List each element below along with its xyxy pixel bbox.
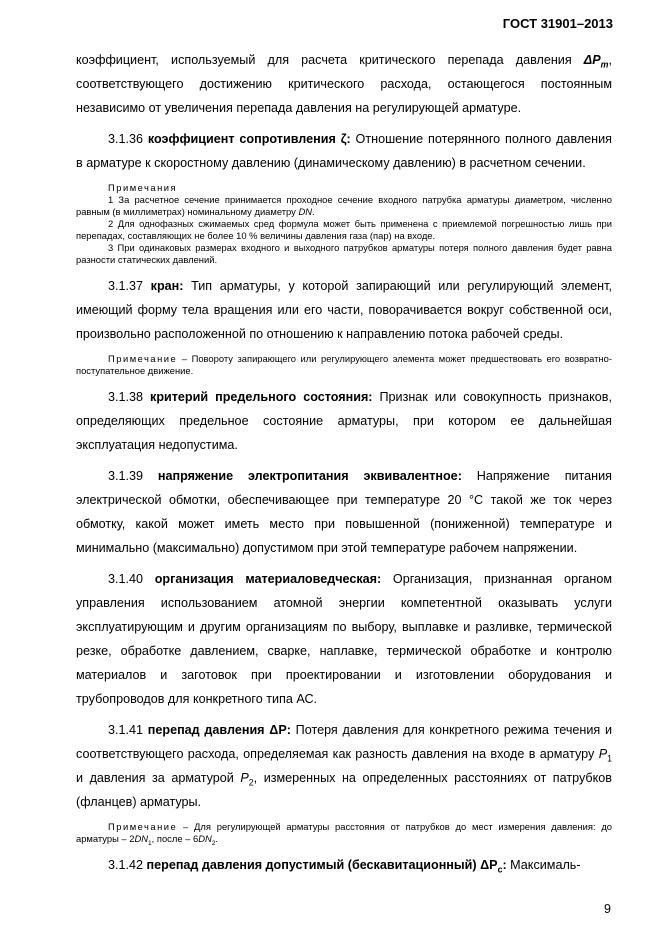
- term-3-1-42: 3.1.42 перепад давления допустимый (бескавитационный) $\Delta P_c$: Максималь-: [108, 858, 581, 875]
- term-3-1-36: 3.1.36 коэффициент сопротивления ζ: Отношение потерянного полного давления в арматуре к скоростному давлению (динамическому давлению) в расчетном сечении.: [76, 132, 612, 170]
- term-3-1-38: 3.1.38 критерий предельного состояния: Признак или совокупность признаков, определяющих предельное состояние арматуры, при котором ее дальнейшая эксплуатация недопустима.: [76, 390, 612, 452]
- document-body: [76, 48, 612, 884]
- notes-3-1-36: [76, 182, 612, 266]
- notes-title: Примечания: [108, 182, 178, 193]
- term-3-1-39: 3.1.39 напряжение электропитания эквивалентное: Напряжение питания электрической обмотки, обеспечивающее при температуре 20 °С такой же ток через обмотку, какой может иметь место при повышенной (пониженной) температуре и минимально (максимально) допустимом при этой температуре рабочем напряжении.: [76, 469, 612, 555]
- paragraph-continuation: коэффициент, используемый для расчета критического перепада давления $\Delta P_m$, соответствующего достижению критического расхода, остающегося постоянным независимо от увеличения перепада давления на регулирующей арматуре.: [76, 53, 612, 115]
- note-3-1-37: Примечание – Повороту запирающего или регулирующего элемента может предшествовать его возвратно-поступательное движение.: [76, 353, 612, 376]
- note-3: 3 При одинаковых размерах входного и выходного патрубков арматуры потеря полного давления будет равна разности статических давлений.: [76, 242, 612, 265]
- term-3-1-40: 3.1.40 организация материаловедческая: Организация, признанная органом управления использованием атомной энергии компетентной оказывать услуги эксплуатирующим и другим организациям по выбору, выплавке и разливке, термической резке, обработке давлением, сварке, наплавке, термической обработке и контролю материалов и заготовок при проектировании и изготовлении оборудования и трубопроводов для конкретного типа АС.: [76, 572, 613, 706]
- page-number: 9: [604, 902, 611, 916]
- document-standard-header: ГОСТ 31901–2013: [502, 16, 613, 31]
- term-3-1-37: 3.1.37 кран: Тип арматуры, у которой запирающий или регулирующий элемент, имеющий форму тела вращения или его части, поворачивается вокруг собственной оси, произвольно расположенной по отношению к направлению потока рабочей среды.: [76, 279, 613, 341]
- term-3-1-41: 3.1.41 перепад давления ΔP: Потеря давления для конкретного режима течения и соответствующего расхода, определяемая как разность давления на входе в арматуру $P_1$ и давления за арматурой $P_2$, измеренных на определенных расстояниях от патрубков (фланцев) арматуры.: [76, 723, 613, 809]
- note-1: 1 За расчетное сечение принимается проходное сечение входного патрубка арматуры диаметром, численно равным (в миллиметрах) номинальному диаметру DN.: [76, 194, 612, 217]
- note-2: 2 Для однофазных сжимаемых сред формула может быть применена с приемлемой погрешностью лишь при перепадах, составляющих не более 10 % величины давления газа (пар) на входе.: [76, 218, 612, 241]
- note-3-1-41: Примечание – Для регулирующей арматуры расстояния от патрубков до мест измерения давления: до арматуры – $2DN_1$, после – $6DN_2$.: [76, 821, 612, 847]
